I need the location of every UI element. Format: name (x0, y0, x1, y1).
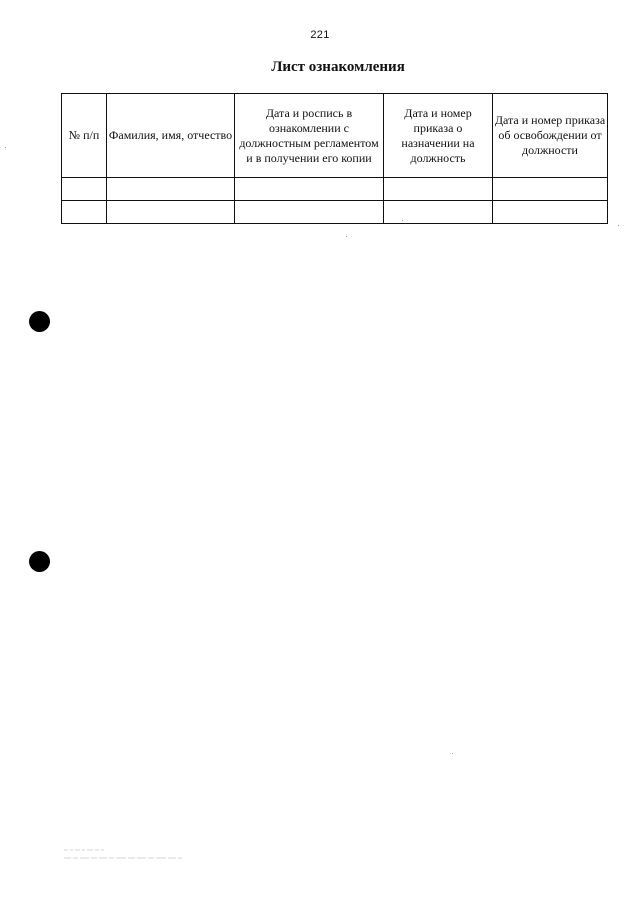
header-dismissal-order: Дата и номер приказа об освобождении от должности (493, 94, 608, 178)
table-cell (62, 201, 107, 224)
table-cell (235, 201, 384, 224)
table-header-row (62, 94, 608, 178)
table-cell (493, 178, 608, 201)
header-full-name: Фамилия, имя, отчество (107, 94, 235, 178)
table-cell (384, 201, 493, 224)
page-number: 221 (310, 29, 330, 41)
scan-speck (452, 753, 453, 754)
table-cell (62, 178, 107, 201)
table-row (62, 178, 608, 201)
table-row (62, 201, 608, 224)
header-appointment-order: Дата и номер приказа о назначении на должность (384, 94, 493, 178)
scan-speck (618, 225, 619, 226)
acknowledgement-table (61, 93, 608, 224)
table-cell (107, 201, 235, 224)
table-cell (235, 178, 384, 201)
page-title: Лист ознакомления (271, 59, 405, 75)
scan-speck (402, 220, 403, 221)
scan-speck (5, 147, 6, 148)
table-cell (107, 178, 235, 201)
table-cell (493, 201, 608, 224)
scan-speck (346, 236, 347, 237)
faint-stamp-mark (62, 846, 202, 862)
header-signature-date: Дата и роспись в ознакомлении с должностным регламентом и в получении его копии (235, 94, 384, 178)
punch-hole (29, 551, 50, 572)
punch-hole (29, 311, 50, 332)
table-cell (384, 178, 493, 201)
header-number: № п/п (62, 94, 107, 178)
